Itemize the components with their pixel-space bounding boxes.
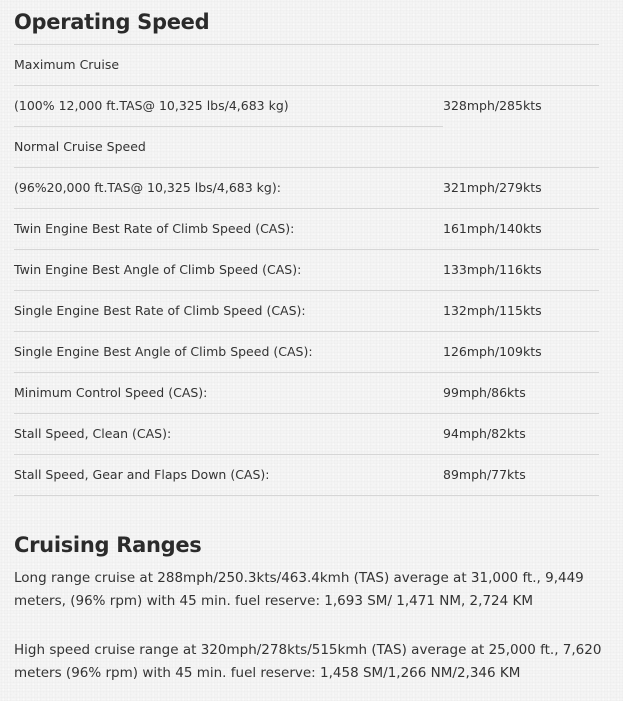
row-divider [14,126,443,127]
row-divider [14,85,599,86]
spec-value-single-angle-climb: 126mph/109kts [443,344,542,359]
row-divider [14,208,599,209]
section-title-cruising-ranges: Cruising Ranges [14,533,202,557]
spec-label-normal-cruise-conditions: (96%20,000 ft.TAS@ 10,325 lbs/4,683 kg): [14,180,281,195]
section-title-operating-speed: Operating Speed [14,10,210,34]
range-paragraph-high-speed: High speed cruise range at 320mph/278kts/515kmh (TAS) average at 25,000 ft., 7,620 meters (96% rpm) with 45 min. fuel reserve: 1,458 SM/1,266 NM/2,346 KM [14,642,602,681]
spec-value-stall-clean: 94mph/82kts [443,426,526,441]
spec-label-maximum-cruise: Maximum Cruise [14,57,120,72]
row-divider [14,372,599,373]
spec-label-maximum-cruise-conditions: (100% 12,000 ft.TAS@ 10,325 lbs/4,683 kg) [14,98,289,113]
row-divider [14,454,599,455]
row-divider [14,413,599,414]
spec-label-single-angle-climb: Single Engine Best Angle of Climb Speed (CAS): [14,344,313,359]
spec-label-stall-clean: Stall Speed, Clean (CAS): [14,426,172,441]
spec-value-minimum-control: 99mph/86kts [443,385,526,400]
table-top-rule [14,44,599,45]
row-divider [14,249,599,250]
table-bottom-rule [14,495,599,496]
spec-value-twin-rate-climb: 161mph/140kts [443,221,542,236]
spec-label-single-rate-climb: Single Engine Best Rate of Climb Speed (CAS): [14,303,306,318]
row-divider [14,290,599,291]
spec-label-twin-angle-climb: Twin Engine Best Angle of Climb Speed (CAS): [14,262,302,277]
spec-label-normal-cruise: Normal Cruise Speed [14,139,146,154]
spec-label-stall-gear-flaps: Stall Speed, Gear and Flaps Down (CAS): [14,467,270,482]
spec-value-normal-cruise: 321mph/279kts [443,180,542,195]
spec-value-maximum-cruise: 328mph/285kts [443,98,542,113]
spec-value-single-rate-climb: 132mph/115kts [443,303,542,318]
range-paragraph-long-range: Long range cruise at 288mph/250.3kts/463.4kmh (TAS) average at 31,000 ft., 9,449 meters, (96% rpm) with 45 min. fuel reserve: 1,693 SM/ 1,471 NM, 2,724 KM [14,570,584,609]
row-divider [14,331,599,332]
spec-label-twin-rate-climb: Twin Engine Best Rate of Climb Speed (CAS): [14,221,295,236]
spec-value-stall-gear-flaps: 89mph/77kts [443,467,526,482]
spec-value-twin-angle-climb: 133mph/116kts [443,262,542,277]
row-divider [14,167,599,168]
spec-label-minimum-control: Minimum Control Speed (CAS): [14,385,208,400]
